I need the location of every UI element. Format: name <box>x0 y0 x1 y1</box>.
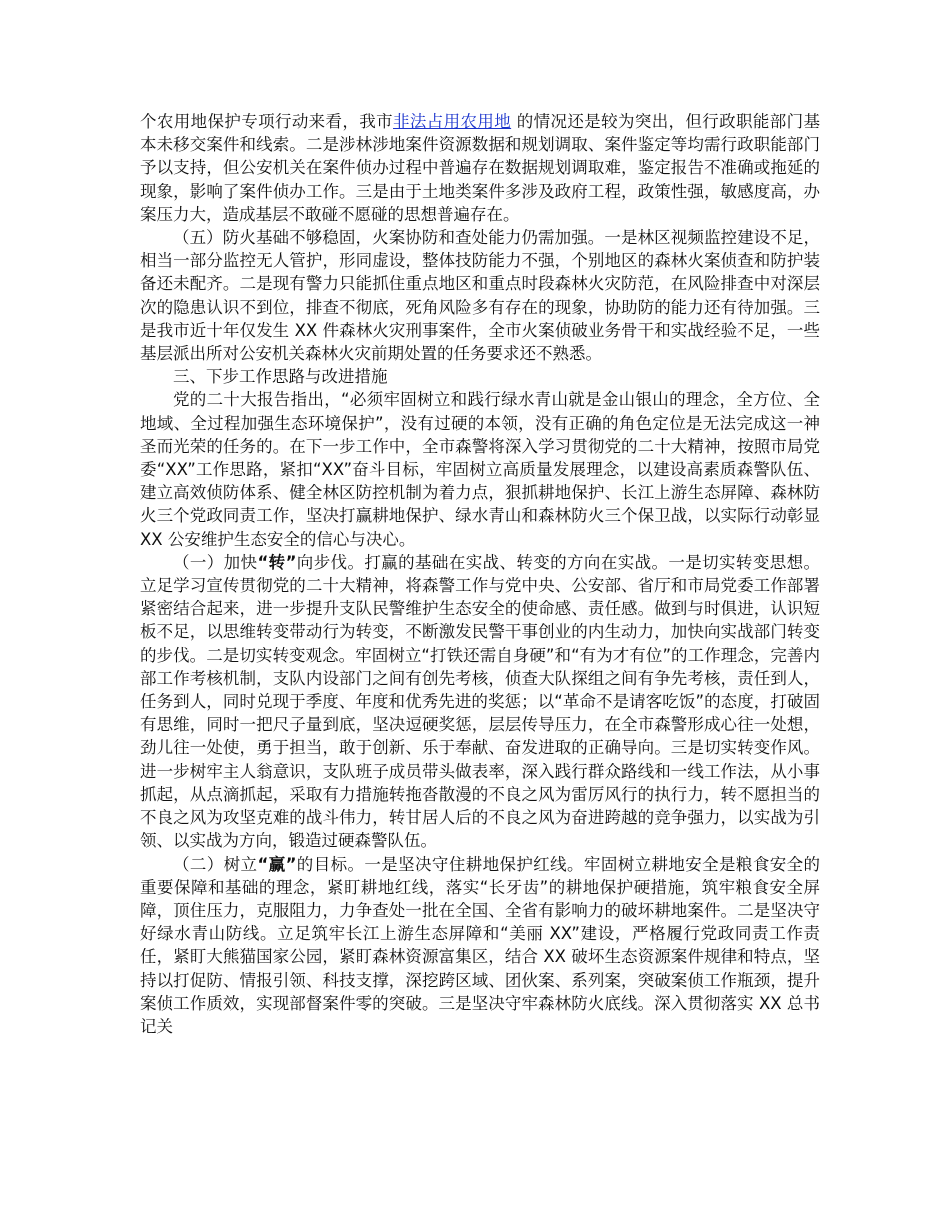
section-heading: 三、下步工作思路与改进措施 <box>173 367 388 387</box>
paragraph-text: 的情况还是较为突出，但行政职能部门基本未移交案件和线索。二是涉林涉地案件资源数据和规划调取、案件鉴定等均需行政职能部门予以支持，但公安机关在案件侦办过程中普遍存在数据规划调取难，鉴定报告不准确或拖延的现象，影响了案件侦办工作。三是由于土地类案件多涉及政府工程，政策性强，敏感度高，办案压力大，造成基层不敢碰不愿碰的思想普遍存在。 <box>140 112 821 224</box>
paragraph-farmland-cases <box>140 110 820 226</box>
paragraph-text: 向步伐。打赢的基础在实战、转变的方向在实战。一是切实转变思想。立足学习宣传贯彻党的二十大精神，将森警工作与党中央、公安部、省厅和市局党委工作部署紧密结合起来，进一步提升支队民警维护生态安全的使命感、责任感。做到与时俱进，认识短板不足，以思维转变带动行为转变，不断激发民警干事创业的内生动力，加快向实战部门转变的步伐。二是切实转变观念。牢固树立“打铁还需自身硬”和“有为才有位”的工作理念，完善内部工作考核机制，支队内设部门之间有创先考核，侦查大队探组之间有争先考核，责任到人，任务到人，同时兑现于季度、年度和优秀先进的奖惩；以“革命不是请客吃饭”的态度，打破固有思维，同时一把尺子量到底，坚决逗硬奖惩，层层传导压力，在全市森警形成心往一处想，劲儿往一处使，勇于担当，敢于创新、乐于奉献、奋发进取的正确导向。三是切实转变作风。进一步树牢主人翁意识，支队班子成员带头做表率，深入践行群众路线和一线工作法，从小事抓起，从点滴抓起，采取有力措施转拖沓散漫的不良之风为雷厉风行的执行力，转不愿担当的不良之风为攻坚克难的战斗伟力，转甘居人后的不良之风为奋进跨越的竞争强力，以实战为引领、以实战为方向，锻造过硬森警队伍。 <box>140 552 820 851</box>
subheading-keyword: “赢” <box>257 854 297 874</box>
paragraph-party-congress-report: 党的二十大报告指出，“必须牢固树立和践行绿水青山就是金山银山的理念，全方位、全地域、全过程加强生态环境保护”，没有过硬的本领，没有正确的角色定位是无法完成这一神圣而光荣的任务的。在下一步工作中，全市森警将深入学习贯彻党的二十大精神，按照市局党委“XX”工作思路，紧扣“XX”奋斗目标，牢固树立高质量发展理念，以建设高素质森警队伍、建立高效侦防体系、健全林区防控机制为着力点，狠抓耕地保护、长江上游生态屏障、森林防火三个党政同责工作，坚决打赢耕地保护、绿水青山和森林防火三个保卫战，以实际行动彰显 XX 公安维护生态安全的信心与决心。 <box>140 390 820 549</box>
subheading-prefix: （二）树立 <box>173 854 258 874</box>
illegal-farmland-occupation-link[interactable]: 非法占用农用地 <box>393 112 512 131</box>
subheading-prefix: （一）加快 <box>173 552 258 572</box>
paragraph-transformation <box>140 551 820 853</box>
paragraph-win-goals <box>140 853 820 1039</box>
subheading-keyword: “转” <box>257 552 297 572</box>
paragraph-text: 个农用地保护专项行动来看，我市 <box>140 112 394 131</box>
paragraph-fire-prevention: （五）防火基础不够稳固，火案协防和查处能力仍需加强。一是林区视频监控建设不足，相当一部分监控无人管护，形同虚设，整体技防能力不强，个别地区的森林火案侦查和防护装备还未配齐。二是现有警力只能抓住重点地区和重点时段森林火灾防范，在风险排查中对深层次的隐患认识不到位，排查不彻底，死角风险多有存在的现象，协助防的能力还有待加强。三是我市近十年仅发生 XX 件森林火灾刑事案件，全市火案侦破业务骨干和实战经验不足，一些基层派出所对公安机关森林火灾前期处置的任务要求还不熟悉。 <box>140 228 820 364</box>
paragraph-text: 的目标。一是坚决守住耕地保护红线。牢固树立耕地安全是粮食安全的重要保障和基础的理念，紧盯耕地红线，落实“长牙齿”的耕地保护硬措施，筑牢粮食安全屏障，顶住压力，克服阻力，力争查处一批在全国、全省有影响力的破坏耕地案件。二是坚决守好绿水青山防线。立足筑牢长江上游生态屏障和“美丽 XX”建设，严格履行党政同责工作责任，紧盯大熊猫国家公园，紧盯森林资源富集区，结合 XX 破坏生态资源案件规律和特点，坚持以打促防、情报引领、科技支撑，深挖跨区域、团伙案、系列案，突破案侦工作瓶颈，提升案侦工作质效，实现部督案件零的突破。三是坚决守牢森林防火底线。深入贯彻落实 XX 总书记关 <box>140 854 820 1036</box>
document-page <box>140 110 820 1038</box>
